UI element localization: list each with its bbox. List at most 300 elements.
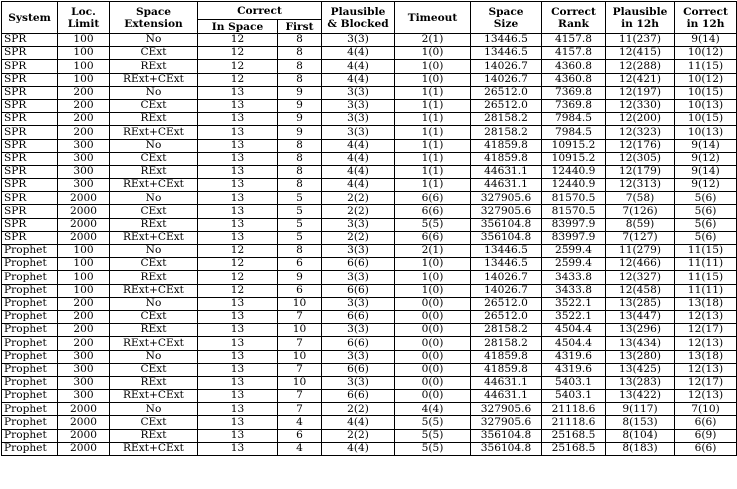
space-size-cell: 41859.8 [471, 139, 542, 152]
loc-limit-cell: 2000 [58, 403, 110, 416]
correct-12h-cell: 11(11) [675, 258, 737, 271]
plausible-12h-cell: 13(296) [606, 324, 675, 337]
correct-rank-cell: 83997.9 [542, 231, 606, 244]
correct-in-space-cell: 13 [198, 403, 278, 416]
space-extension-cell: RExt [110, 271, 198, 284]
space-extension-cell: RExt+CExt [110, 337, 198, 350]
loc-limit-cell: 300 [58, 363, 110, 376]
timeout-cell: 0(0) [395, 310, 471, 323]
space-extension-cell: RExt [110, 113, 198, 126]
space-extension-cell: RExt [110, 376, 198, 389]
plausible-12h-cell: 12(179) [606, 165, 675, 178]
system-cell: Prophet [2, 284, 58, 297]
space-extension-cell: No [110, 86, 198, 99]
header-timeout: Timeout [395, 2, 471, 34]
correct-12h-cell: 12(17) [675, 324, 737, 337]
space-extension-cell: RExt+CExt [110, 442, 198, 455]
timeout-cell: 1(0) [395, 73, 471, 86]
system-cell: Prophet [2, 324, 58, 337]
table-row [2, 376, 737, 389]
space-extension-cell: RExt [110, 60, 198, 73]
table-row [2, 165, 737, 178]
header-space-extension: Space Extension [110, 2, 198, 34]
correct-first-cell: 8 [278, 179, 322, 192]
timeout-cell: 5(5) [395, 429, 471, 442]
correct-in-space-cell: 12 [198, 258, 278, 271]
space-extension-cell: CExt [110, 416, 198, 429]
loc-limit-cell: 200 [58, 297, 110, 310]
correct-first-cell: 8 [278, 152, 322, 165]
loc-limit-cell: 200 [58, 126, 110, 139]
table-row [2, 324, 737, 337]
timeout-cell: 0(0) [395, 390, 471, 403]
header-correct-in-space: In Space [198, 20, 278, 34]
correct-12h-cell: 10(15) [675, 113, 737, 126]
table-row [2, 60, 737, 73]
correct-first-cell: 10 [278, 324, 322, 337]
loc-limit-cell: 300 [58, 179, 110, 192]
plausible-blocked-cell: 3(3) [322, 34, 395, 47]
plausible-blocked-cell: 2(2) [322, 192, 395, 205]
timeout-cell: 0(0) [395, 363, 471, 376]
correct-rank-cell: 81570.5 [542, 192, 606, 205]
correct-first-cell: 7 [278, 390, 322, 403]
correct-12h-cell: 6(6) [675, 442, 737, 455]
system-cell: Prophet [2, 258, 58, 271]
correct-first-cell: 5 [278, 218, 322, 231]
plausible-blocked-cell: 3(3) [322, 99, 395, 112]
space-size-cell: 356104.8 [471, 231, 542, 244]
table-row [2, 284, 737, 297]
correct-12h-cell: 12(13) [675, 310, 737, 323]
space-extension-cell: CExt [110, 205, 198, 218]
correct-rank-cell: 7984.5 [542, 126, 606, 139]
correct-12h-cell: 11(11) [675, 284, 737, 297]
correct-rank-cell: 3433.8 [542, 271, 606, 284]
correct-in-space-cell: 13 [198, 350, 278, 363]
correct-12h-cell: 11(15) [675, 245, 737, 258]
timeout-cell: 0(0) [395, 376, 471, 389]
space-size-cell: 13446.5 [471, 258, 542, 271]
loc-limit-cell: 100 [58, 60, 110, 73]
plausible-12h-cell: 12(330) [606, 99, 675, 112]
timeout-cell: 1(1) [395, 139, 471, 152]
loc-limit-cell: 200 [58, 86, 110, 99]
table-row [2, 337, 737, 350]
plausible-12h-cell: 9(117) [606, 403, 675, 416]
plausible-blocked-cell: 4(4) [322, 152, 395, 165]
plausible-12h-cell: 13(285) [606, 297, 675, 310]
loc-limit-cell: 200 [58, 113, 110, 126]
plausible-blocked-cell: 4(4) [322, 416, 395, 429]
loc-limit-cell: 100 [58, 47, 110, 60]
space-size-cell: 327905.6 [471, 403, 542, 416]
plausible-blocked-cell: 3(3) [322, 271, 395, 284]
loc-limit-cell: 200 [58, 324, 110, 337]
plausible-blocked-cell: 4(4) [322, 139, 395, 152]
header-correct-12h: Correct in 12h [675, 2, 737, 34]
table-row [2, 403, 737, 416]
correct-in-space-cell: 13 [198, 86, 278, 99]
loc-limit-cell: 300 [58, 139, 110, 152]
correct-rank-cell: 21118.6 [542, 403, 606, 416]
plausible-blocked-cell: 2(2) [322, 205, 395, 218]
header-loc-limit: Loc. Limit [58, 2, 110, 34]
table-row [2, 297, 737, 310]
timeout-cell: 1(0) [395, 271, 471, 284]
correct-in-space-cell: 13 [198, 376, 278, 389]
loc-limit-cell: 100 [58, 284, 110, 297]
plausible-blocked-cell: 6(6) [322, 258, 395, 271]
correct-in-space-cell: 13 [198, 113, 278, 126]
timeout-cell: 6(6) [395, 205, 471, 218]
correct-in-space-cell: 13 [198, 192, 278, 205]
timeout-cell: 2(1) [395, 245, 471, 258]
correct-12h-cell: 7(10) [675, 403, 737, 416]
correct-12h-cell: 6(9) [675, 429, 737, 442]
space-size-cell: 28158.2 [471, 324, 542, 337]
plausible-blocked-cell: 2(2) [322, 231, 395, 244]
plausible-12h-cell: 13(434) [606, 337, 675, 350]
correct-first-cell: 4 [278, 442, 322, 455]
space-size-cell: 14026.7 [471, 60, 542, 73]
timeout-cell: 6(6) [395, 231, 471, 244]
correct-rank-cell: 4360.8 [542, 73, 606, 86]
system-cell: SPR [2, 205, 58, 218]
space-size-cell: 356104.8 [471, 442, 542, 455]
timeout-cell: 0(0) [395, 350, 471, 363]
space-extension-cell: CExt [110, 47, 198, 60]
correct-first-cell: 9 [278, 86, 322, 99]
correct-first-cell: 9 [278, 113, 322, 126]
correct-in-space-cell: 13 [198, 231, 278, 244]
loc-limit-cell: 2000 [58, 442, 110, 455]
correct-first-cell: 6 [278, 429, 322, 442]
plausible-12h-cell: 12(200) [606, 113, 675, 126]
correct-rank-cell: 3433.8 [542, 284, 606, 297]
correct-12h-cell: 12(13) [675, 390, 737, 403]
correct-12h-cell: 13(18) [675, 297, 737, 310]
system-cell: SPR [2, 113, 58, 126]
correct-12h-cell: 10(15) [675, 86, 737, 99]
system-cell: Prophet [2, 245, 58, 258]
plausible-blocked-cell: 3(3) [322, 113, 395, 126]
correct-rank-cell: 25168.5 [542, 429, 606, 442]
timeout-cell: 1(1) [395, 165, 471, 178]
loc-limit-cell: 200 [58, 310, 110, 323]
plausible-12h-cell: 12(458) [606, 284, 675, 297]
table-row [2, 126, 737, 139]
space-size-cell: 44631.1 [471, 165, 542, 178]
correct-rank-cell: 4319.6 [542, 363, 606, 376]
correct-first-cell: 8 [278, 139, 322, 152]
results-table [1, 1, 737, 456]
plausible-12h-cell: 7(58) [606, 192, 675, 205]
plausible-12h-cell: 12(176) [606, 139, 675, 152]
loc-limit-cell: 200 [58, 337, 110, 350]
system-cell: SPR [2, 152, 58, 165]
correct-rank-cell: 81570.5 [542, 205, 606, 218]
correct-in-space-cell: 13 [198, 416, 278, 429]
timeout-cell: 2(1) [395, 34, 471, 47]
correct-first-cell: 6 [278, 284, 322, 297]
loc-limit-cell: 100 [58, 245, 110, 258]
header-plausible-12h: Plausible in 12h [606, 2, 675, 34]
correct-in-space-cell: 13 [198, 310, 278, 323]
header-correct-first: First [278, 20, 322, 34]
space-extension-cell: RExt+CExt [110, 390, 198, 403]
space-extension-cell: No [110, 139, 198, 152]
timeout-cell: 0(0) [395, 297, 471, 310]
correct-12h-cell: 12(13) [675, 337, 737, 350]
space-size-cell: 28158.2 [471, 113, 542, 126]
correct-12h-cell: 9(12) [675, 152, 737, 165]
timeout-cell: 4(4) [395, 403, 471, 416]
system-cell: Prophet [2, 337, 58, 350]
header-correct-rank: Correct Rank [542, 2, 606, 34]
plausible-12h-cell: 12(421) [606, 73, 675, 86]
loc-limit-cell: 2000 [58, 192, 110, 205]
correct-in-space-cell: 13 [198, 442, 278, 455]
correct-first-cell: 7 [278, 403, 322, 416]
correct-first-cell: 8 [278, 165, 322, 178]
plausible-12h-cell: 13(425) [606, 363, 675, 376]
plausible-blocked-cell: 2(2) [322, 403, 395, 416]
plausible-12h-cell: 12(466) [606, 258, 675, 271]
space-extension-cell: No [110, 34, 198, 47]
timeout-cell: 5(5) [395, 416, 471, 429]
plausible-blocked-cell: 6(6) [322, 363, 395, 376]
correct-12h-cell: 9(14) [675, 165, 737, 178]
plausible-12h-cell: 7(127) [606, 231, 675, 244]
plausible-blocked-cell: 3(3) [322, 297, 395, 310]
header-space-size: Space Size [471, 2, 542, 34]
correct-first-cell: 9 [278, 126, 322, 139]
loc-limit-cell: 300 [58, 376, 110, 389]
correct-first-cell: 8 [278, 73, 322, 86]
correct-rank-cell: 25168.5 [542, 442, 606, 455]
table-row [2, 34, 737, 47]
plausible-blocked-cell: 3(3) [322, 218, 395, 231]
correct-first-cell: 7 [278, 310, 322, 323]
correct-in-space-cell: 13 [198, 165, 278, 178]
correct-12h-cell: 9(14) [675, 34, 737, 47]
plausible-blocked-cell: 3(3) [322, 245, 395, 258]
correct-12h-cell: 11(15) [675, 271, 737, 284]
loc-limit-cell: 2000 [58, 231, 110, 244]
system-cell: SPR [2, 99, 58, 112]
correct-in-space-cell: 13 [198, 152, 278, 165]
correct-in-space-cell: 13 [198, 218, 278, 231]
table-row [2, 390, 737, 403]
correct-in-space-cell: 13 [198, 126, 278, 139]
correct-in-space-cell: 13 [198, 324, 278, 337]
loc-limit-cell: 2000 [58, 218, 110, 231]
correct-in-space-cell: 12 [198, 245, 278, 258]
correct-12h-cell: 12(17) [675, 376, 737, 389]
space-extension-cell: No [110, 403, 198, 416]
correct-first-cell: 6 [278, 258, 322, 271]
table-row [2, 442, 737, 455]
correct-in-space-cell: 13 [198, 337, 278, 350]
space-size-cell: 13446.5 [471, 34, 542, 47]
correct-rank-cell: 10915.2 [542, 152, 606, 165]
correct-first-cell: 10 [278, 350, 322, 363]
plausible-12h-cell: 12(415) [606, 47, 675, 60]
correct-in-space-cell: 13 [198, 390, 278, 403]
timeout-cell: 0(0) [395, 324, 471, 337]
space-size-cell: 356104.8 [471, 429, 542, 442]
plausible-blocked-cell: 4(4) [322, 73, 395, 86]
space-size-cell: 44631.1 [471, 179, 542, 192]
space-size-cell: 14026.7 [471, 73, 542, 86]
table-row [2, 73, 737, 86]
table-row [2, 152, 737, 165]
correct-12h-cell: 9(12) [675, 179, 737, 192]
correct-12h-cell: 5(6) [675, 231, 737, 244]
space-extension-cell: RExt+CExt [110, 284, 198, 297]
table-row [2, 350, 737, 363]
loc-limit-cell: 300 [58, 165, 110, 178]
correct-first-cell: 5 [278, 231, 322, 244]
correct-first-cell: 8 [278, 47, 322, 60]
loc-limit-cell: 300 [58, 350, 110, 363]
space-extension-cell: No [110, 245, 198, 258]
plausible-12h-cell: 7(126) [606, 205, 675, 218]
loc-limit-cell: 2000 [58, 429, 110, 442]
correct-in-space-cell: 13 [198, 179, 278, 192]
timeout-cell: 1(1) [395, 152, 471, 165]
correct-in-space-cell: 12 [198, 73, 278, 86]
loc-limit-cell: 100 [58, 34, 110, 47]
correct-12h-cell: 9(14) [675, 139, 737, 152]
table-row [2, 429, 737, 442]
table-row [2, 258, 737, 271]
correct-rank-cell: 4157.8 [542, 34, 606, 47]
correct-12h-cell: 11(15) [675, 60, 737, 73]
space-size-cell: 28158.2 [471, 337, 542, 350]
space-size-cell: 13446.5 [471, 245, 542, 258]
table-row [2, 205, 737, 218]
table-row [2, 139, 737, 152]
plausible-12h-cell: 13(422) [606, 390, 675, 403]
correct-in-space-cell: 12 [198, 271, 278, 284]
table-row [2, 231, 737, 244]
plausible-blocked-cell: 4(4) [322, 60, 395, 73]
correct-12h-cell: 5(6) [675, 205, 737, 218]
plausible-12h-cell: 12(313) [606, 179, 675, 192]
correct-first-cell: 9 [278, 99, 322, 112]
space-extension-cell: RExt [110, 429, 198, 442]
space-size-cell: 26512.0 [471, 86, 542, 99]
plausible-12h-cell: 11(237) [606, 34, 675, 47]
system-cell: Prophet [2, 416, 58, 429]
system-cell: SPR [2, 126, 58, 139]
correct-rank-cell: 12440.9 [542, 165, 606, 178]
space-size-cell: 41859.8 [471, 363, 542, 376]
space-size-cell: 13446.5 [471, 47, 542, 60]
plausible-12h-cell: 13(447) [606, 310, 675, 323]
correct-first-cell: 8 [278, 34, 322, 47]
system-cell: Prophet [2, 376, 58, 389]
plausible-blocked-cell: 6(6) [322, 390, 395, 403]
table-row [2, 363, 737, 376]
timeout-cell: 5(5) [395, 218, 471, 231]
plausible-blocked-cell: 3(3) [322, 324, 395, 337]
system-cell: Prophet [2, 350, 58, 363]
correct-12h-cell: 13(18) [675, 350, 737, 363]
system-cell: SPR [2, 34, 58, 47]
table-row [2, 245, 737, 258]
plausible-blocked-cell: 4(4) [322, 442, 395, 455]
system-cell: Prophet [2, 403, 58, 416]
table-row [2, 47, 737, 60]
space-extension-cell: CExt [110, 310, 198, 323]
plausible-blocked-cell: 3(3) [322, 350, 395, 363]
correct-rank-cell: 4319.6 [542, 350, 606, 363]
correct-12h-cell: 12(13) [675, 363, 737, 376]
system-cell: SPR [2, 60, 58, 73]
correct-rank-cell: 2599.4 [542, 245, 606, 258]
correct-rank-cell: 7984.5 [542, 113, 606, 126]
timeout-cell: 1(1) [395, 179, 471, 192]
space-extension-cell: RExt+CExt [110, 73, 198, 86]
correct-first-cell: 7 [278, 337, 322, 350]
correct-in-space-cell: 13 [198, 429, 278, 442]
correct-in-space-cell: 12 [198, 60, 278, 73]
plausible-12h-cell: 8(153) [606, 416, 675, 429]
table-header [2, 2, 737, 34]
space-extension-cell: No [110, 192, 198, 205]
plausible-12h-cell: 12(323) [606, 126, 675, 139]
correct-first-cell: 9 [278, 271, 322, 284]
header-plausible-blocked: Plausible & Blocked [322, 2, 395, 34]
table-row [2, 113, 737, 126]
space-extension-cell: CExt [110, 258, 198, 271]
timeout-cell: 1(0) [395, 284, 471, 297]
correct-first-cell: 5 [278, 192, 322, 205]
correct-first-cell: 10 [278, 376, 322, 389]
header-system: System [2, 2, 58, 34]
plausible-12h-cell: 13(280) [606, 350, 675, 363]
space-size-cell: 14026.7 [471, 271, 542, 284]
correct-first-cell: 8 [278, 60, 322, 73]
correct-in-space-cell: 13 [198, 139, 278, 152]
space-size-cell: 26512.0 [471, 310, 542, 323]
space-extension-cell: RExt [110, 324, 198, 337]
system-cell: Prophet [2, 310, 58, 323]
space-extension-cell: RExt+CExt [110, 179, 198, 192]
correct-rank-cell: 5403.1 [542, 376, 606, 389]
table-row [2, 218, 737, 231]
header-correct-group: Correct [198, 2, 322, 20]
plausible-blocked-cell: 4(4) [322, 179, 395, 192]
plausible-blocked-cell: 3(3) [322, 86, 395, 99]
system-cell: Prophet [2, 442, 58, 455]
timeout-cell: 1(1) [395, 113, 471, 126]
space-extension-cell: RExt [110, 218, 198, 231]
correct-first-cell: 7 [278, 363, 322, 376]
correct-12h-cell: 5(6) [675, 192, 737, 205]
correct-12h-cell: 10(12) [675, 73, 737, 86]
timeout-cell: 1(1) [395, 99, 471, 112]
plausible-12h-cell: 13(283) [606, 376, 675, 389]
space-size-cell: 26512.0 [471, 297, 542, 310]
plausible-12h-cell: 12(327) [606, 271, 675, 284]
correct-in-space-cell: 12 [198, 284, 278, 297]
loc-limit-cell: 2000 [58, 416, 110, 429]
timeout-cell: 0(0) [395, 337, 471, 350]
